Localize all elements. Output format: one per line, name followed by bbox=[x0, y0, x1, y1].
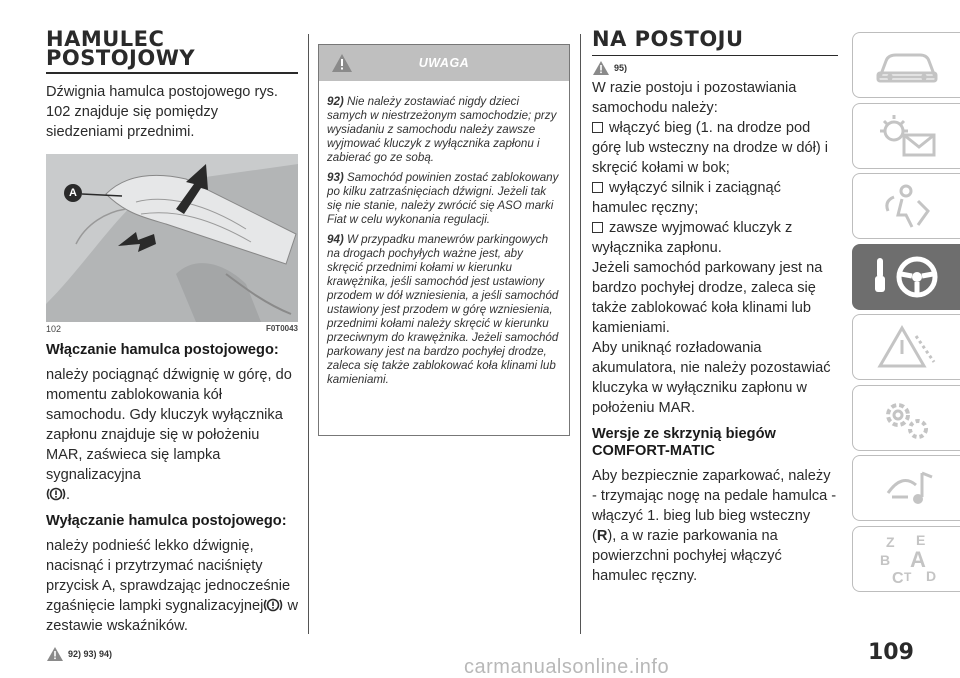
tab-starting-driving[interactable] bbox=[852, 244, 960, 310]
caution-note: 92) Nie należy zostawiać nigdy dzieci samych w niestrzeżonym samochodzie; przy wysiadaniu z samochodu należy zawsze wyjmować kluczyk z wyłącznika zapłonu i zabierać go ze sobą. bbox=[327, 95, 557, 164]
figure-number: 102 bbox=[46, 324, 62, 334]
comfort-matic-paragraph: Aby bezpiecznie zaparkować, należy - trzymając nogę na pedale hamulca - włączyć 1. bieg lub bieg wsteczny (R), a w razie parkowania na powierzchni pochyłej włączyć hamulec ręczny. bbox=[592, 468, 837, 584]
page-number: 109 bbox=[868, 640, 914, 665]
watermark: carmanualsonline.info bbox=[464, 656, 670, 678]
breakdown-warning-icon bbox=[872, 322, 942, 372]
intro-paragraph: W razie postoju i pozostawiania samochodu należy: bbox=[592, 80, 797, 116]
caution-header bbox=[319, 45, 569, 81]
caution-note: 93) Samochód powinien zostać zablokowany po kilku zatrzaśnięciach dźwigni. Jeżeli tak się nie stanie, należy zwrócić się ASO marki Fiat w celu wykonania regulacji. bbox=[327, 171, 559, 226]
alphabetical-index-icon bbox=[872, 531, 942, 587]
tab-safety[interactable] bbox=[852, 173, 960, 239]
label-a-marker: A bbox=[64, 184, 82, 202]
checkbox-bullet-icon bbox=[592, 222, 603, 233]
bullet-item: zawsze wyjmować kluczyk z wyłącznika zapłonu. bbox=[592, 220, 793, 256]
battery-paragraph: Aby uniknąć rozładowania akumulatora, nie należy pozostawiać kluczyka w wyłączniku zapłonu w położeniu MAR. bbox=[592, 340, 831, 416]
bullet-item: wyłączyć silnik i zaciągnąć hamulec ręczny; bbox=[592, 180, 781, 216]
tab-dashboard[interactable] bbox=[852, 32, 960, 98]
caution-title: UWAGA bbox=[418, 56, 470, 70]
intro-paragraph: Dźwignia hamulca postojowego rys. 102 znajduje się pomiędzy siedzeniami przednimi. bbox=[46, 84, 278, 140]
index-letter: E bbox=[915, 531, 925, 548]
parking-brake-figure bbox=[46, 154, 298, 322]
title-rule bbox=[592, 55, 838, 56]
parking-section bbox=[592, 27, 838, 586]
section-title: NA POSTOJU bbox=[592, 27, 744, 51]
maintenance-gears-icon bbox=[872, 393, 942, 443]
column-divider bbox=[580, 34, 581, 634]
warning-triangle-icon bbox=[592, 60, 610, 76]
warning-reference: 95) bbox=[592, 60, 838, 76]
section-title: HAMULEC POSTOJOWY bbox=[46, 27, 196, 70]
warning-triangle-icon bbox=[331, 53, 353, 73]
tab-multimedia[interactable] bbox=[852, 455, 960, 521]
tab-emergency[interactable] bbox=[852, 314, 960, 380]
car-dashboard-icon bbox=[872, 43, 942, 87]
steering-wheel-key-icon bbox=[867, 252, 947, 302]
figure-code: F0T0043 bbox=[265, 324, 298, 333]
index-letter: C bbox=[891, 569, 904, 587]
caution-note: 94) W przypadku manewrów parkingowych na drogach pochyłych ważne jest, aby skręcić przednimi kołami w kierunku krawężnika, jeśli samochód jest ustawiony przodem w dół wzniesienia, a jeśli samochód ustawiony jest przodem w górę wzniesienia, przednimi kołami należy skręcić w kierunku przeciwnym do krawężnika. Jeżeli samochód parkowany jest na bardzo pochyłej drodze, zaleca się także zablokować koła klinami lub kamieniami. bbox=[327, 233, 559, 386]
warning-lights-icon bbox=[872, 111, 942, 161]
bullet-item: włączyć bieg (1. na drodze pod górę lub wsteczny na drodze w dół) i skręcić kołami w bok; bbox=[592, 120, 829, 176]
safety-airbag-icon bbox=[872, 181, 942, 231]
parking-brake-section bbox=[46, 27, 298, 662]
tab-index[interactable] bbox=[852, 526, 960, 592]
brake-warning-light-icon bbox=[46, 486, 66, 502]
index-letter: D bbox=[925, 567, 936, 584]
checkbox-bullet-icon bbox=[592, 122, 603, 133]
column-divider bbox=[308, 34, 309, 634]
caution-notes bbox=[319, 81, 569, 387]
slope-paragraph: Jeżeli samochód parkowany jest na bardzo pochyłej drodze, zaleca się także zablokować koła klinami lub kamieniami. bbox=[592, 260, 823, 336]
title-rule bbox=[46, 72, 298, 74]
caution-section bbox=[318, 44, 570, 436]
comfort-matic-heading: Wersje ze skrzynią biegów COMFORT-MATIC bbox=[592, 426, 776, 459]
engage-heading: Włączanie hamulca postojowego: bbox=[46, 342, 279, 358]
engage-paragraph: należy pociągnąć dźwignię w górę, do momentu zablokowania kół samochodu. Gdy kluczyk wyłącznika zapłonu znajduje się w położeniu MAR, zaświeca się lampka sygnalizacyjna . bbox=[46, 367, 292, 503]
tab-warning-lights[interactable] bbox=[852, 103, 960, 169]
index-letter: A bbox=[909, 546, 926, 572]
parking-brake-illustration bbox=[46, 154, 298, 322]
release-heading: Wyłączanie hamulca postojowego: bbox=[46, 513, 287, 529]
index-letter: Z bbox=[885, 533, 895, 550]
brake-warning-light-icon bbox=[263, 597, 283, 613]
chapter-tabs bbox=[852, 32, 960, 596]
warning-triangle-icon bbox=[46, 646, 64, 662]
index-letter: T bbox=[903, 569, 911, 584]
release-paragraph: należy podnieść lekko dźwignię, nacisnąć i przytrzymać naciśnięty przycisk A, sprawdzając jednocześnie zgaśnięcie lampki sygnalizacyjnej w zestawie wskaźników. bbox=[46, 538, 298, 634]
multimedia-music-icon bbox=[872, 463, 942, 513]
tab-maintenance[interactable] bbox=[852, 385, 960, 451]
warning-references: 92) 93) 94) bbox=[46, 646, 298, 662]
caution-box bbox=[318, 44, 570, 436]
index-letter: B bbox=[879, 551, 890, 568]
checkbox-bullet-icon bbox=[592, 182, 603, 193]
figure-caption bbox=[46, 324, 298, 334]
